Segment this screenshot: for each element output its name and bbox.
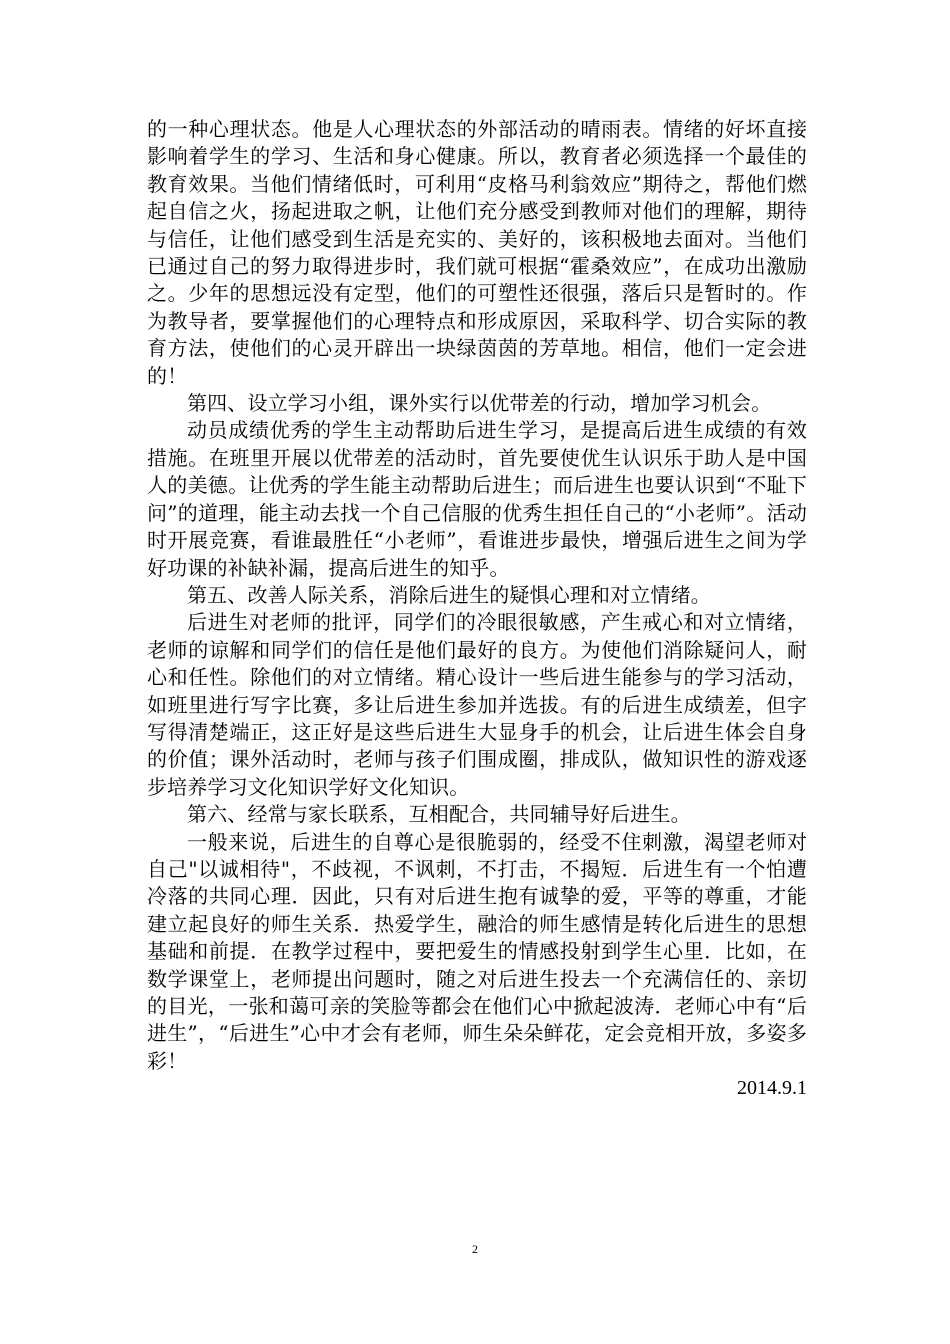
document-date: 2014.9.1	[737, 1077, 807, 1100]
paragraph-section-4: 动员成绩优秀的学生主动帮助后进生学习，是提高后进生成绩的有效措施。在班里开展以优带差的活动时，首先要使优生认识乐于助人是中国人的美德。让优秀的学生能主动帮助后进生；而后进生也要认识到“不耻下问”的道理，能主动去找一个自己信服的优秀生担任自己的“小老师”。活动时开展竞赛，看谁最胜任“小老师”，看谁进步最快，增强后进生之间为学好功课的补缺补漏，提高后进生的知乎。	[147, 418, 807, 580]
paragraph-section-5: 后进生对老师的批评，同学们的冷眼很敏感，产生戒心和对立情绪，老师的谅解和同学们的信任是他们最好的良方。为使他们消除疑问人，耐心和任性。除他们的对立情绪。精心设计一些后进生能参与的学习活动，如班里进行写字比赛，多让后进生参加并选拔。有的后进生成绩差，但字写得清楚端正，这正好是这些后进生大显身手的机会，让后进生体会自身的价值；课外活动时，老师与孩子们围成圈，排成队，做知识性的游戏逐步培养学习文化知识学好文化知识。	[147, 610, 807, 799]
paragraph-section-6: 一般来说，后进生的自尊心是很脆弱的，经受不住刺激，渴望老师对自己"以诚相待"，不歧视，不讽刺，不打击，不揭短．后进生有一个怕遭冷落的共同心理．因此，只有对后进生抱有诚挚的爱，平等的尊重，才能建立起良好的师生关系．热爱学生，融洽的师生感情是转化后进生的思想基础和前提．在教学过程中，要把爱生的情感投射到学生心里．比如，在数学课堂上，老师提出问题时，随之对后进生投去一个充满信任的、亲切的目光，一张和蔼可亲的笑脸等都会在他们心中掀起波涛．老师心中有“后进生”，“后进生”心中才会有老师，师生朵朵鲜花，定会竞相开放，多姿多彩！	[147, 829, 807, 1073]
section-heading-4: 第四、设立学习小组，课外实行以优带差的行动，增加学习机会。	[187, 391, 772, 416]
paragraph-continued: 的一种心理状态。他是人心理状态的外部活动的晴雨表。情绪的好坏直接影响着学生的学习、生活和身心健康。所以，教育者必须选择一个最佳的教育效果。当他们情绪低时，可利用“皮格马利翁效应”期待之，帮他们燃起自信之火，扬起进取之帆，让他们充分感受到教师对他们的理解，期待与信任，让他们感受到生活是充实的、美好的，该积极地去面对。当他们已通过自己的努力取得进步时，我们就可根据“霍桑效应”，在成功出激励之。少年的思想远没有定型，他们的可塑性还很强，落后只是暂时的。作为教导者，要掌握他们的心理特点和形成原因，采取科学、切合实际的教育方法，使他们的心灵开辟出一块绿茵茵的芳草地。相信，他们一定会进的！	[147, 117, 807, 388]
section-heading-6: 第六、经常与家长联系，互相配合，共同辅导好后进生。	[187, 802, 691, 827]
document-body	[147, 116, 807, 1103]
section-heading-5: 第五、改善人际关系，消除后进生的疑惧心理和对立情绪。	[187, 582, 711, 607]
page-number: 2	[472, 1242, 478, 1256]
